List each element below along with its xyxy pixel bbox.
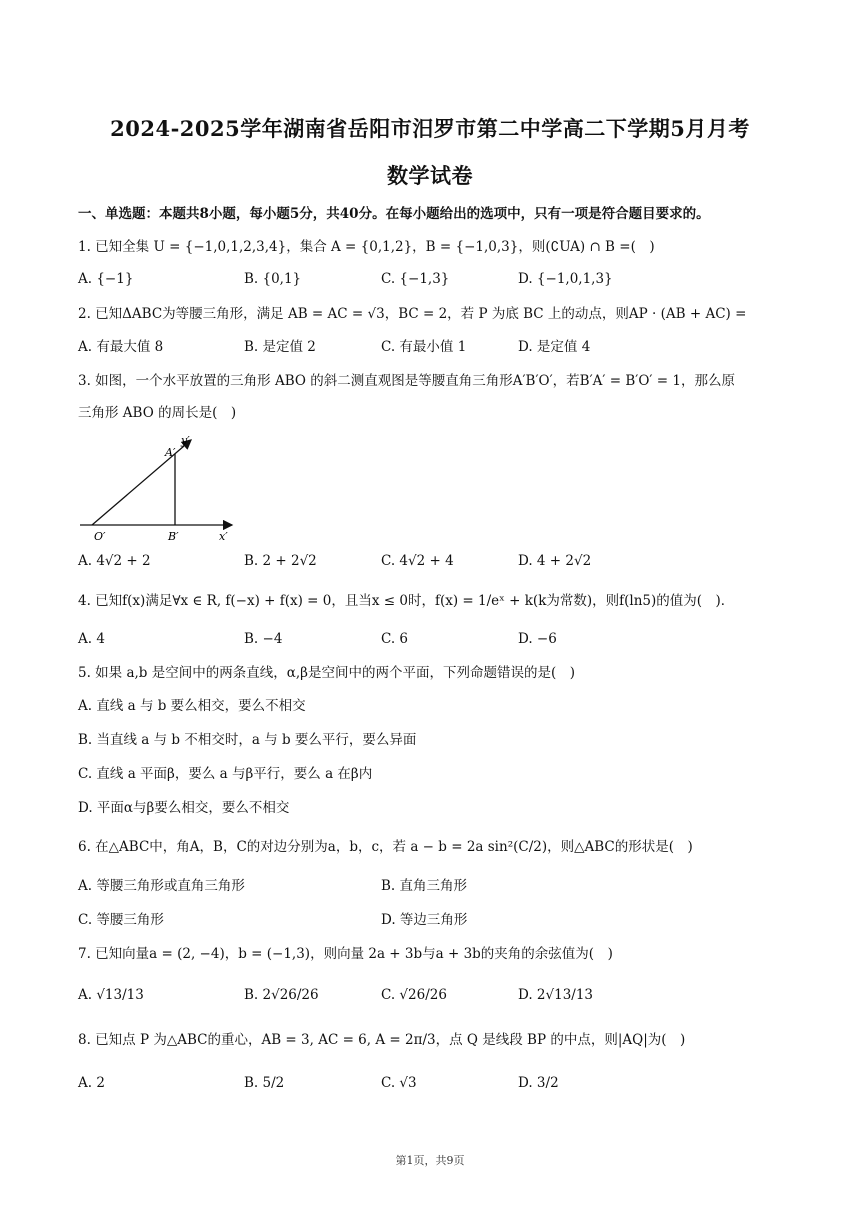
label-o: O′: [94, 530, 106, 543]
label-x-axis: x′: [219, 530, 228, 543]
option-a: A. 4√2 + 2: [78, 553, 151, 569]
question-6-options-row-2: [78, 911, 798, 929]
question-1-options: [78, 270, 798, 288]
option-c: C. 等腰三角形: [78, 912, 164, 928]
option-c: C. √26/26: [381, 987, 447, 1003]
option-d: D. −6: [518, 631, 557, 647]
question-4-options: [78, 630, 798, 648]
question-1-stem: 1. 已知全集 U = {−1,0,1,2,3,4}，集合 A = {0,1,2}，B = {−1,0,3}，则(∁UA) ∩ B =( ): [78, 239, 655, 255]
option-c: C. 6: [381, 631, 409, 647]
option-c: C. √3: [381, 1075, 417, 1091]
option-a: A. 有最大值 8: [78, 339, 164, 355]
question-6-stem: 6. 在△ABC中，角A，B，C的对边分别为a，b，c，若 a − b = 2a sin²(C/2)，则△ABC的形状是( ): [78, 839, 693, 855]
question-8-stem: 8. 已知点 P 为△ABC的重心，AB = 3, AC = 6, A = 2π/3，点 Q 是线段 BP 的中点，则|AQ|为( ): [78, 1032, 686, 1048]
option-d: D. 2√13/13: [518, 987, 594, 1003]
oblique-projection-figure: [78, 428, 248, 546]
option-c: C. {−1,3}: [381, 271, 450, 287]
label-a: A′: [165, 446, 176, 459]
option-d: D. 3/2: [518, 1075, 559, 1091]
option-d: D. 等边三角形: [381, 912, 468, 928]
label-y-axis: y′: [181, 434, 190, 447]
exam-subtitle: 数学试卷: [387, 163, 473, 188]
question-3-stem-line-1: 3. 如图，一个水平放置的三角形 ABO 的斜二测直观图是等腰直角三角形A′B′O′，若B′A′ = B′O′ = 1，那么原: [78, 373, 735, 389]
question-5-option-d: D. 平面α与β要么相交，要么不相交: [78, 800, 290, 816]
option-b: B. 直角三角形: [381, 878, 468, 894]
question-7-options: [78, 986, 798, 1004]
question-5-option-a: A. 直线 a 与 b 要么相交，要么不相交: [78, 698, 306, 714]
question-2-options: [78, 338, 798, 356]
option-a: A. 等腰三角形或直角三角形: [78, 878, 245, 894]
option-b: B. 是定值 2: [244, 339, 316, 355]
question-5-option-b: B. 当直线 a 与 b 不相交时，a 与 b 要么平行，要么异面: [78, 732, 417, 748]
question-5-option-c: C. 直线 a 平面β，要么 a 与β平行，要么 a 在β内: [78, 766, 373, 782]
question-4-stem: 4. 已知f(x)满足∀x ∈ R, f(−x) + f(x) = 0，且当x ≤ 0时，f(x) = 1/eˣ + k(k为常数)，则f(ln5)的值为( )．: [78, 593, 735, 609]
option-b: B. −4: [244, 631, 283, 647]
option-b: B. 5/2: [244, 1075, 285, 1091]
option-c: C. 有最小值 1: [381, 339, 467, 355]
question-3-stem-line-2: 三角形 ABO 的周长是( ): [78, 405, 237, 421]
option-b: B. 2 + 2√2: [244, 553, 317, 569]
option-c: C. 4√2 + 4: [381, 553, 454, 569]
y-axis-line: [92, 440, 191, 525]
option-d: D. {−1,0,1,3}: [518, 271, 613, 287]
option-d: D. 是定值 4: [518, 339, 591, 355]
question-5-stem: 5. 如果 a,b 是空间中的两条直线，α,β是空间中的两个平面，下列命题错误的是( ): [78, 665, 575, 681]
option-b: B. {0,1}: [244, 271, 302, 287]
question-6-options-row-1: [78, 877, 798, 895]
question-7-stem: 7. 已知向量a = (2, −4)，b = (−1,3)，则向量 2a + 3b与a + 3b的夹角的余弦值为( ): [78, 946, 613, 962]
page-footer: 第1页，共9页: [395, 1154, 465, 1167]
question-8-options: [78, 1074, 798, 1092]
section-heading: 一、单选题：本题共8小题，每小题5分，共40分。在每小题给出的选项中，只有一项是符合题目要求的。: [78, 206, 710, 222]
option-d: D. 4 + 2√2: [518, 553, 592, 569]
question-3-options: [78, 552, 798, 570]
option-a: A. {−1}: [78, 271, 134, 287]
option-b: B. 2√26/26: [244, 987, 319, 1003]
option-a: A. 2: [78, 1075, 105, 1091]
option-a: A. 4: [78, 631, 105, 647]
option-a: A. √13/13: [78, 987, 144, 1003]
exam-title: 2024-2025学年湖南省岳阳市汨罗市第二中学高二下学期5月月考: [110, 116, 750, 141]
label-b: B′: [168, 530, 179, 543]
question-2-stem: 2. 已知ΔABC为等腰三角形，满足 AB = AC = √3，BC = 2，若 P 为底 BC 上的动点，则AP · (AB + AC) =: [78, 306, 747, 322]
